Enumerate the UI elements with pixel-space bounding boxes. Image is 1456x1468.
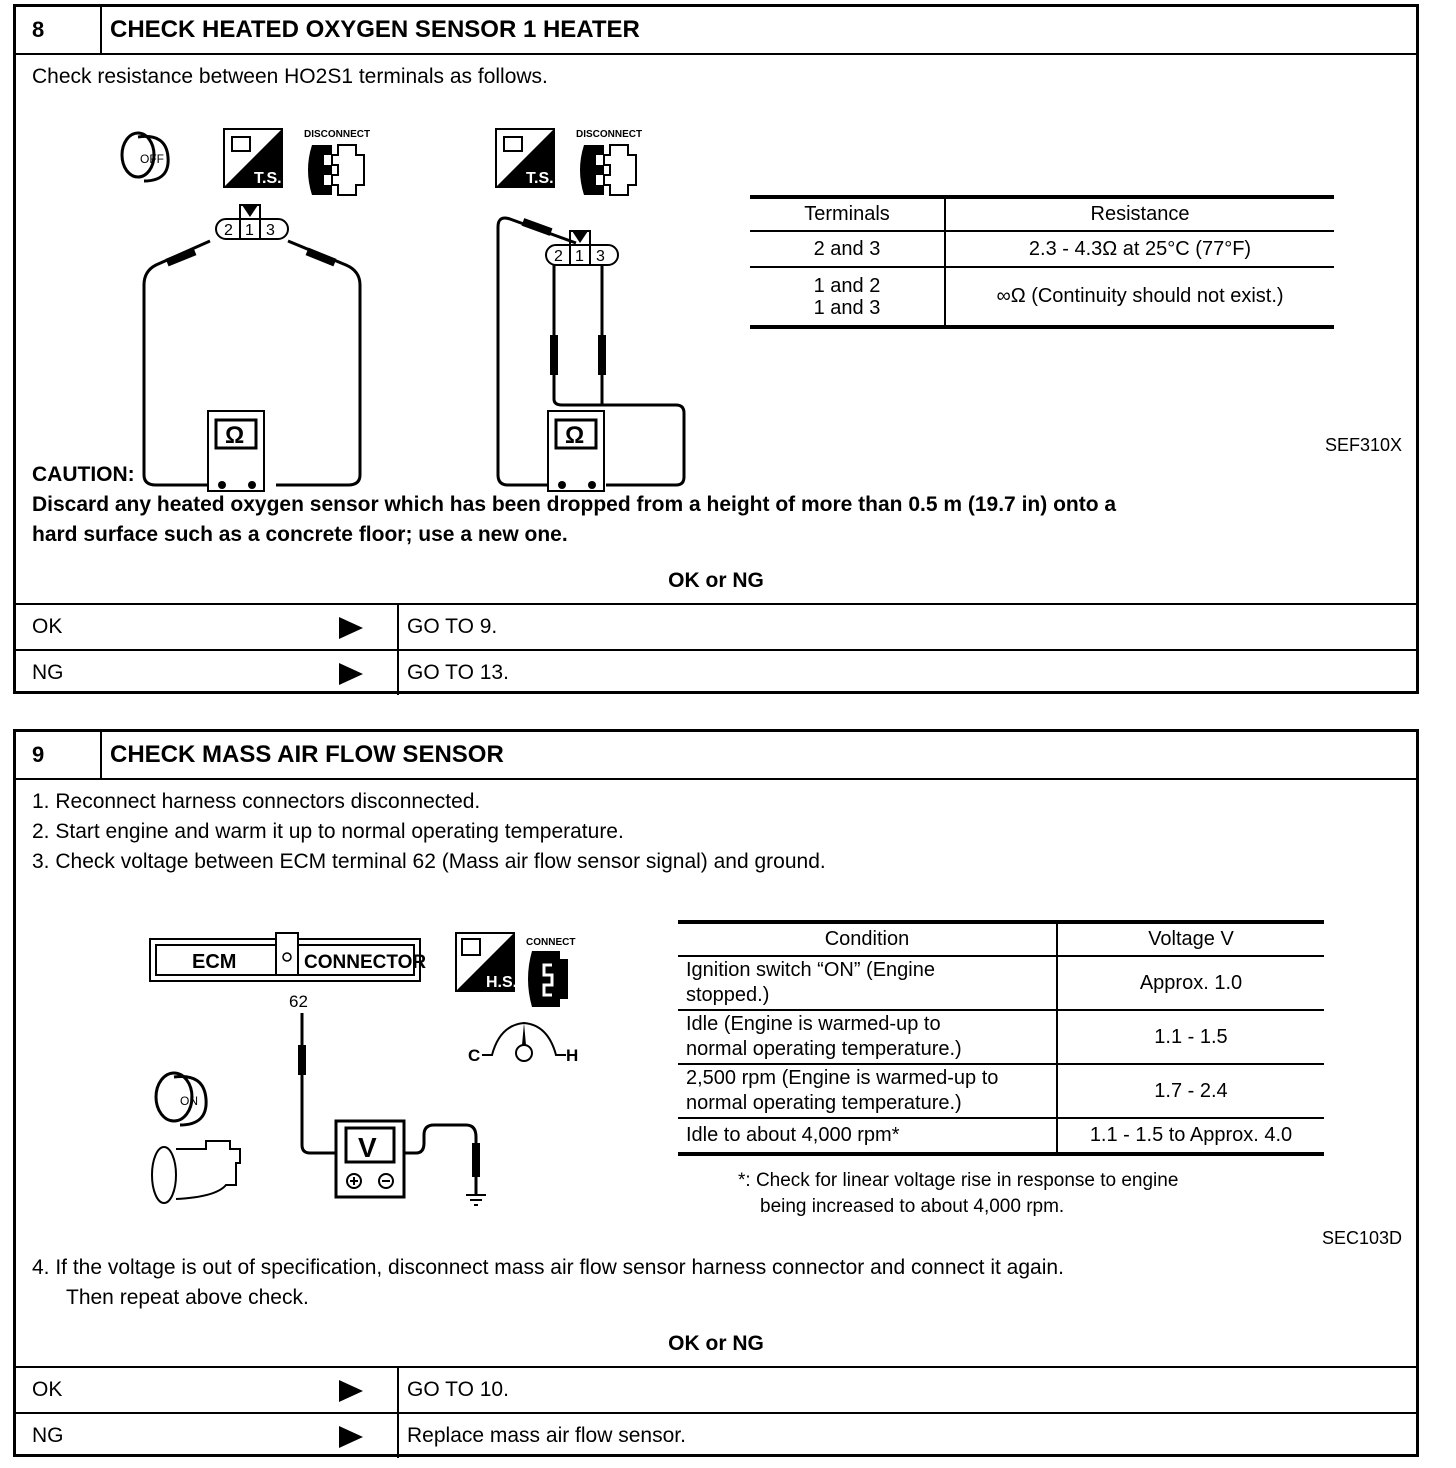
result-row-ok [16,1366,1416,1412]
step-number: 8 [16,7,102,53]
ignition-off-icon [122,133,168,181]
col-header-terminals: Terminals [750,197,945,231]
result-heading: OK or NG [668,1332,764,1355]
svg-text:2: 2 [554,248,563,265]
arrow-right-icon [339,663,363,685]
svg-text:1: 1 [245,222,254,239]
connect-icon [526,937,575,1007]
step-item: 4. If the voltage is out of specification, disconnect mass air flow sensor harness connector and connect it again. [32,1256,1064,1279]
svg-text:H.S.: H.S. [486,974,518,991]
condition-cell [678,1010,1057,1064]
result-action: GO TO 13. [407,661,509,684]
voltage-cell: 1.1 - 1.5 [1154,1025,1228,1048]
arrow-right-icon [339,617,363,639]
step-8-header [16,7,1416,55]
engine-running-icon [152,1141,240,1203]
table-row [678,1118,1324,1154]
condition-line: stopped.) [686,984,770,1006]
arrow-right-icon [339,1380,363,1402]
svg-text:ON: ON [180,1094,198,1108]
step-intro: Check resistance between HO2S1 terminals as follows. [32,65,548,88]
disconnect-icon [576,129,642,195]
step-9-block [13,729,1419,1457]
svg-text:T.S.: T.S. [526,170,554,187]
svg-text:3: 3 [266,222,275,239]
condition-cell [678,956,1057,1010]
hs-icon [456,933,517,991]
result-key: OK [32,615,63,638]
svg-text:62: 62 [289,992,308,1011]
svg-text:Ω: Ω [565,422,585,449]
voltage-cell: 1.1 - 1.5 to Approx. 4.0 [1089,1124,1293,1146]
connector-icon [216,205,288,239]
voltage-cell: Approx. 1.0 [1139,971,1243,994]
result-row-ng [16,649,1416,695]
svg-text:3: 3 [596,248,605,265]
resistance-cell: ∞Ω (Continuity should not exist.) [996,285,1284,307]
condition-line: normal operating temperature.) [686,1092,962,1114]
col-header-condition: Condition [678,922,1057,956]
table-footnote: *: Check for linear voltage rise in response to engine [738,1170,1179,1191]
col-header-resistance: Resistance [1090,203,1190,225]
caution-title: CAUTION: [32,463,135,486]
result-key: OK [32,1378,63,1401]
voltage-cell: 1.7 - 2.4 [1154,1079,1228,1102]
voltage-table [678,920,1324,1156]
arrow-right-icon [339,1426,363,1448]
table-row [750,231,1334,267]
step-item: 3. Check voltage between ECM terminal 62 (Mass air flow sensor signal) and ground. [32,850,826,873]
ohmmeter-icon [548,411,604,491]
svg-text:T.S.: T.S. [254,170,282,187]
maf-voltage-diagram [136,925,596,1215]
ignition-on-icon [156,1073,206,1125]
svg-text:2: 2 [224,222,233,239]
condition-line: Ignition switch “ON” (Engine [686,959,935,981]
result-key: NG [32,661,64,684]
terminals-line: 1 and 2 [813,274,881,297]
step-9-header [16,732,1416,780]
svg-text:OFF: OFF [140,152,164,166]
temperature-gauge-icon [468,1023,578,1065]
ts-icon [224,129,282,187]
svg-text:V: V [358,1132,377,1163]
step-number: 9 [16,732,102,778]
ho2s1-left-diagram [116,115,376,449]
svg-text:DISCONNECT: DISCONNECT [304,129,371,140]
terminals-cell [750,267,945,327]
svg-text:DISCONNECT: DISCONNECT [576,129,643,140]
condition-cell: Idle to about 4,000 rpm* [678,1118,1057,1154]
svg-text:ECM: ECM [192,951,237,973]
table-row [750,267,1334,327]
result-heading: OK or NG [668,569,764,592]
terminals-line: 1 and 3 [813,296,881,319]
ho2s1-right-diagram [486,115,706,449]
result-action: Replace mass air flow sensor. [407,1424,686,1447]
svg-text:Ω: Ω [225,422,245,449]
caution-text: hard surface such as a concrete floor; use a new one. [32,523,568,546]
table-row [678,956,1324,1010]
table-footnote: being increased to about 4,000 rpm. [760,1196,1065,1217]
terminals-cell: 2 and 3 [750,231,945,267]
ohmmeter-icon [208,411,264,491]
condition-line: Idle (Engine is warmed-up to [686,1013,941,1035]
disconnect-icon [304,129,370,195]
step-item: 1. Reconnect harness connectors disconnected. [32,790,481,813]
table-row [678,1064,1324,1118]
table-row [678,1010,1324,1064]
voltmeter-icon [336,1121,404,1197]
result-row-ok [16,603,1416,649]
svg-text:CONNECT: CONNECT [526,937,576,948]
svg-text:1: 1 [575,248,584,265]
figure-code: SEF310X [1324,435,1402,455]
step-item: 2. Start engine and warm it up to normal operating temperature. [32,820,624,843]
step-title: CHECK HEATED OXYGEN SENSOR 1 HEATER [110,16,640,43]
condition-cell [678,1064,1057,1118]
result-row-ng [16,1412,1416,1458]
result-action: GO TO 9. [407,615,498,638]
condition-line: 2,500 rpm (Engine is warmed-up to [686,1067,999,1089]
step-item: Then repeat above check. [66,1286,309,1309]
condition-line: normal operating temperature.) [686,1038,962,1060]
figure-code: SEC103D [1321,1228,1402,1248]
col-header-voltage: Voltage V [1148,928,1234,950]
svg-text:H: H [566,1046,579,1065]
svg-text:C: C [468,1046,481,1065]
ecm-connector-icon [150,933,426,981]
resistance-table [750,195,1334,329]
step-8-block [13,4,1419,694]
resistance-cell: 2.3 - 4.3Ω at 25°C (77°F) [1028,237,1252,260]
caution-text: Discard any heated oxygen sensor which has been dropped from a height of more than 0.5 m (19.7 in) onto a [32,493,1117,516]
svg-text:CONNECTOR: CONNECTOR [304,952,427,973]
ts-icon [496,129,554,187]
result-key: NG [32,1424,64,1447]
step-title: CHECK MASS AIR FLOW SENSOR [110,741,504,768]
result-action: GO TO 10. [407,1378,509,1401]
